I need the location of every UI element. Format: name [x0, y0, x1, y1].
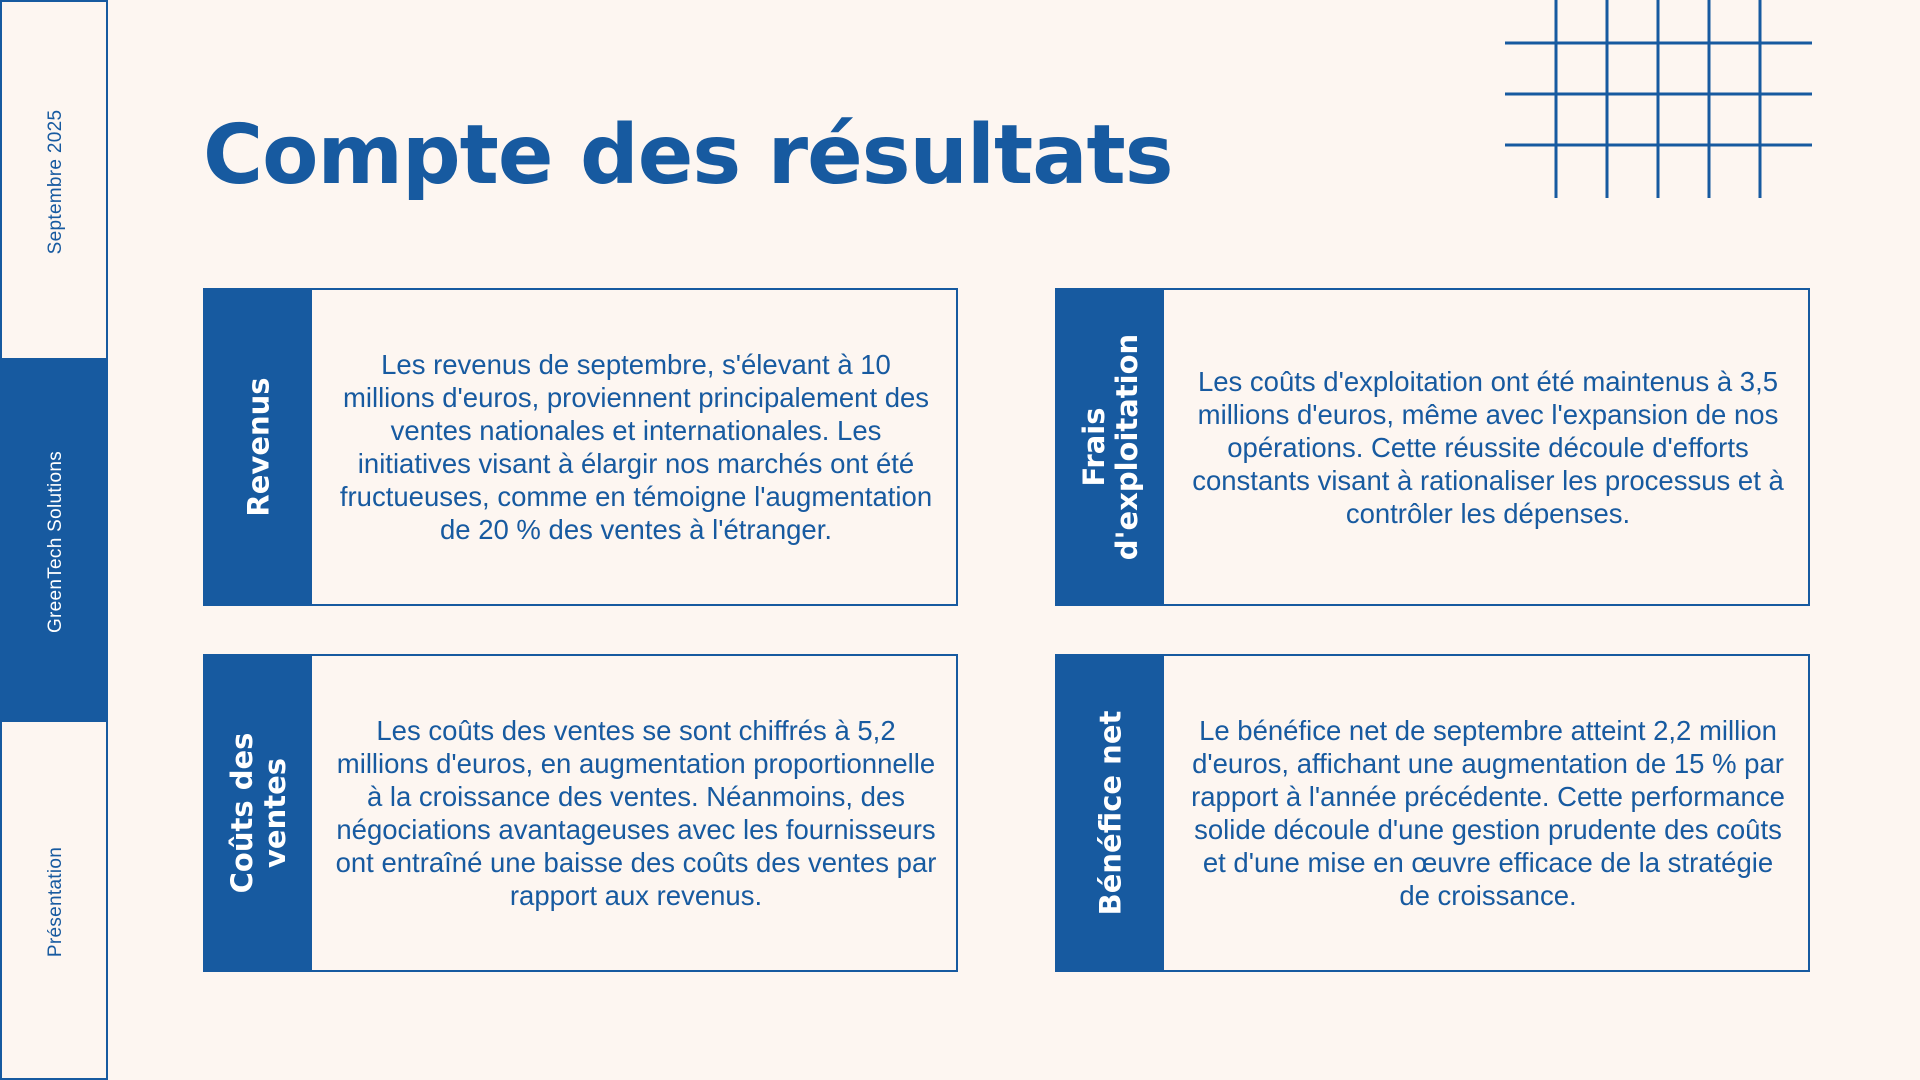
card-tab-label: Frais d'exploitation: [1077, 333, 1144, 561]
card-benefice-net: [1055, 654, 1810, 972]
card-revenus: [203, 288, 958, 606]
card-body: [1168, 656, 1808, 970]
card-text: Les coûts des ventes se sont chiffrés à 5,2 millions d'euros, en augmentation proportionnelle à la croissance des ventes. Néanmoins, des négociations avantageuses avec les fournisseurs ont entraîné une baisse des coûts des ventes par rapport aux revenus.: [335, 715, 937, 911]
sidebar-item-label: Septembre 2025: [45, 109, 66, 255]
card-body: [316, 290, 956, 604]
sidebar: [0, 0, 108, 1080]
card-tab: [205, 656, 312, 970]
card-tab-label: Bénéfice net: [1093, 710, 1128, 916]
card-frais-exploitation: [1055, 288, 1810, 606]
card-tab: [1057, 656, 1164, 970]
sidebar-item-label: Présentation: [45, 846, 66, 958]
card-tab: [1057, 290, 1164, 604]
card-tab-label: Coûts des ventes: [225, 732, 292, 894]
sidebar-item-date: [0, 0, 108, 360]
card-tab-label: Revenus: [241, 377, 276, 517]
card-couts-ventes: [203, 654, 958, 972]
sidebar-item-label: GreenTech Solutions: [45, 450, 66, 634]
card-text: Les revenus de septembre, s'élevant à 10 millions d'euros, proviennent principalement des ventes nationales et internationales. Les initiatives visant à élargir nos marchés ont été fructueuses, comme en témoigne l'augmentation de 20 % des ventes à l'étranger.: [339, 349, 933, 545]
card-body: [316, 656, 956, 970]
sidebar-item-presentation: [0, 720, 108, 1080]
page-title: Compte des résultats: [203, 108, 1173, 203]
card-text: Le bénéfice net de septembre atteint 2,2 million d'euros, affichant une augmentation de 15 % par rapport à l'année précédente. Cette performance solide découle d'une gestion prudente des coûts et d'une mise en œuvre efficace de la stratégie de croissance.: [1191, 715, 1785, 911]
card-tab: [205, 290, 312, 604]
grid-decoration-icon: [1505, 0, 1812, 198]
card-text: Les coûts d'exploitation ont été maintenus à 3,5 millions d'euros, même avec l'expansion de nos opérations. Cette réussite découle d'efforts constants visant à rationaliser les processus et à contrôler les dépenses.: [1192, 365, 1784, 529]
sidebar-item-company: [0, 360, 108, 720]
card-body: [1168, 290, 1808, 604]
